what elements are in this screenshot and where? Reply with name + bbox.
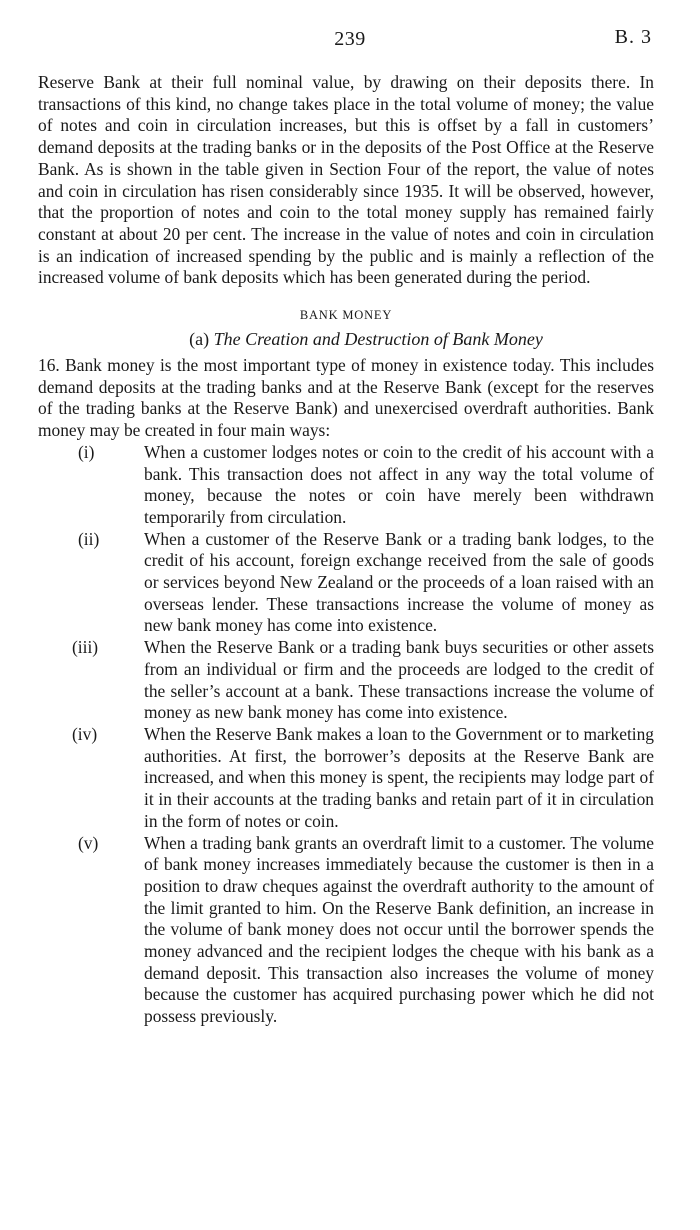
creation-methods-list [38, 442, 654, 1028]
list-item-text: When the Reserve Bank makes a loan to the Government or to marketing authorities. At first, the borrower’s deposits at the Reserve Bank are increased, and when this money is spent, the recipients may lodge part of it in their accounts at the trading banks and retain part of it in circulation in the form of notes or coin. [144, 723, 654, 831]
subheading-title: The Creation and Destruction of Bank Money [213, 329, 543, 350]
page-body [38, 72, 654, 1028]
list-item-text: When the Reserve Bank or a trading bank buys securities or other assets from an individual or firm and the proceeds are lodged to the credit of the seller’s account at a bank. These transactions increase the volume of money as new bank money has come into existence. [144, 637, 654, 723]
document-reference: B. 3 [614, 26, 652, 48]
list-item [38, 442, 654, 529]
list-item [38, 833, 654, 1028]
section-subheading [38, 327, 654, 351]
list-item [38, 529, 654, 638]
intro-paragraph: Reserve Bank at their full nominal value, by drawing on their deposits there. In transactions of this kind, no change takes place in the total volume of money; the value of notes and coin in circulation increases, but this is offset by a fall in customers’ demand deposits at the trading banks or in the deposits of the Post Office at the Reserve Bank. As is shown in the table given in Section Four of the report, the value of notes and coin in circulation has risen considerably since 1935. It will be observed, however, that the proportion of notes and coin to the total money supply has remained fairly constant at about 20 per cent. The increase in the value of notes and coin in circulation is an indication of increased spending by the public and is mainly a reflection of the increased volume of bank deposits which has been generated during the period. [38, 72, 654, 288]
paragraph-16: 16. Bank money is the most important type of money in existence today. This includes demand deposits at the trading banks and at the Reserve Bank (except for the reserves of the trading banks at the Reserve Bank) and unexercised overdraft authorities. Bank money may be created in four main ways: [38, 355, 654, 441]
page-number: 239 [334, 28, 366, 50]
list-item-text: When a customer lodges notes or coin to the credit of his account with a bank. This transaction does not affect in any way the total volume of money, because the notes or coin have merely been withdrawn temporarily from circulation. [144, 441, 654, 527]
list-item-number: (v) [78, 832, 99, 853]
subheading-label: (a) [189, 329, 210, 350]
list-item-text: When a customer of the Reserve Bank or a trading bank lodges, to the credit of his account, foreign exchange received from the sale of goods or services beyond New Zealand or the proceeds of a loan raised with an overseas lender. These transactions increase the volume of money as new bank money has come into existence. [144, 528, 654, 636]
section-heading: BANK MONEY [299, 308, 393, 323]
list-item [38, 724, 654, 833]
list-item-number: (iii) [72, 637, 99, 658]
list-item-number: (i) [78, 441, 95, 462]
list-item-number: (ii) [78, 528, 100, 549]
list-item [38, 637, 654, 724]
list-item-text: When a trading bank grants an overdraft limit to a customer. The volume of bank money increases immediately because the customer is then in a position to draw cheques against the overdraft authority to the amount of the limit granted to him. On the Reserve Bank definition, an increase in the volume of bank money does not occur until the borrower spends the money advanced and the recipient lodges the cheque with his bank as a demand deposit. This transaction also increases the volume of money because the customer has acquired purchasing power which he did not possess previously. [144, 832, 654, 1027]
list-item-number: (iv) [72, 723, 98, 744]
